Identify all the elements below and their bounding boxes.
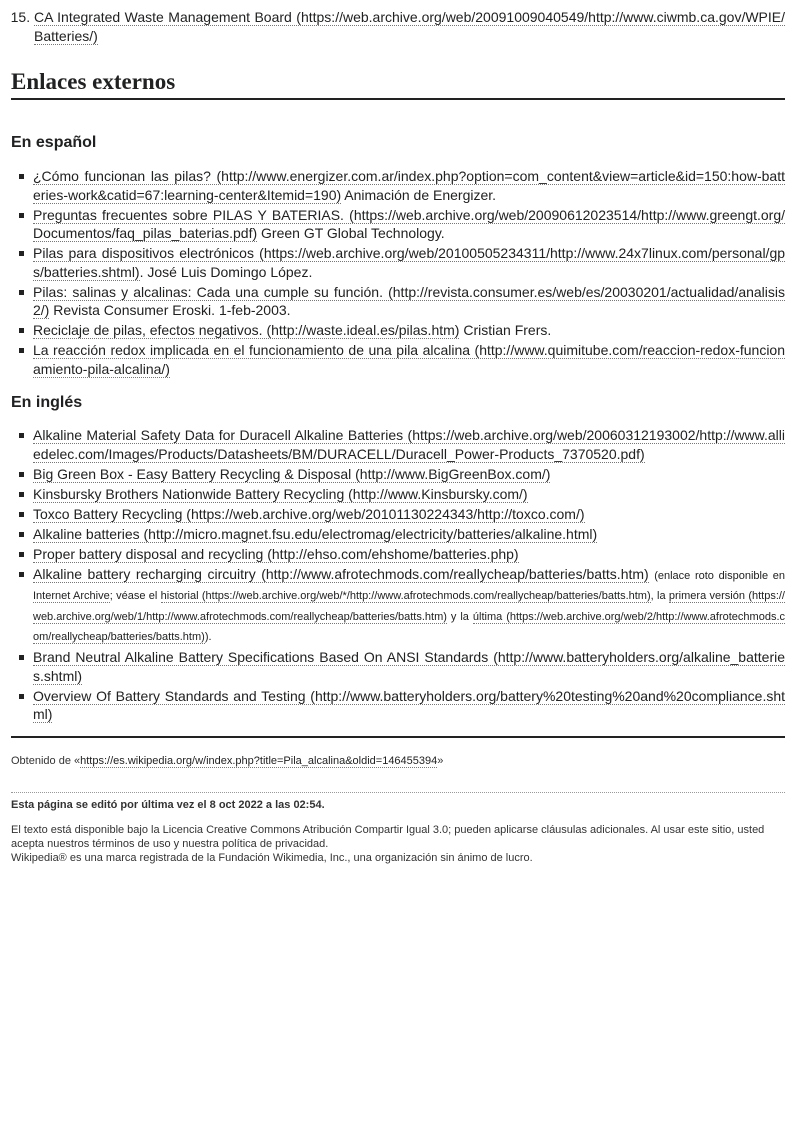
license-text: El texto está disponible bajo la Licencia Creative Commons Atribución Compartir Igual 3.0; pueden aplicarse cláusulas adicionales. Al usar este sitio, usted acepta nuestros términos de uso y nuestra política de privacidad.	[11, 824, 765, 850]
external-link[interactable]: Alkaline batteries (http://micro.magnet.fsu.edu/electromag/electricity/batteries/alkaline.html)	[33, 525, 598, 542]
external-link[interactable]: Reciclaje de pilas, efectos negativos. (http://waste.ideal.es/pilas.htm)	[33, 322, 460, 338]
external-link[interactable]: Toxco Battery Recycling (https://web.archive.org/web/20101130224343/http://toxco.com/)	[33, 505, 585, 522]
subheading-english: En inglés	[11, 394, 83, 411]
external-link[interactable]: Alkaline Material Safety Data for Duracell Alkaline Batteries (https://web.archive.org/web/20060312193002/http://www.alliedelec.com/Images/Products/Datasheets/BM/DURACELL/Duracell_Power-Products_7370520.pdf)	[33, 427, 785, 462]
link-description: Cristian Frers.	[459, 322, 552, 338]
footer-divider	[11, 792, 785, 793]
external-link[interactable]: Pilas para dispositivos electrónicos (https://web.archive.org/web/20100505234311/http://www.24x7linux.com/personal/gps/batteries.shtml)	[33, 245, 786, 280]
external-link[interactable]: Big Green Box - Easy Battery Recycling & Disposal (http://www.BigGreenBox.com/)	[33, 465, 551, 482]
list-item	[33, 465, 785, 484]
reference-link[interactable]: CA Integrated Waste Management Board (https://web.archive.org/web/20091009040549/http://www.ciwmb.ca.gov/WPIE/Batteries/)	[34, 9, 785, 44]
last-edited: Esta página se editó por última vez el 8 oct 2022 a las 02:54.	[11, 799, 325, 811]
reference-item	[34, 8, 785, 45]
subheading-spanish: En español	[11, 134, 97, 151]
trademark-text: Wikipedia® es una marca registrada de la Fundación Wikimedia, Inc., una organización sin ánimo de lucro.	[11, 852, 533, 864]
link-description: Animación de Energizer.	[341, 186, 497, 203]
external-link[interactable]: Proper battery disposal and recycling (http://ehso.com/ehshome/batteries.php)	[33, 545, 519, 562]
external-link[interactable]: Preguntas frecuentes sobre PILAS Y BATERIAS. (https://web.archive.org/web/20090612023514/http://www.greengt.org/Documentos/faq_pilas_baterias.pdf)	[33, 206, 786, 241]
external-link[interactable]: Kinsbursky Brothers Nationwide Battery Recycling (http://www.Kinsbursky.com/)	[33, 485, 528, 502]
references-list	[11, 8, 785, 45]
divider	[11, 736, 785, 738]
external-link[interactable]: ¿Cómo funcionan las pilas? (http://www.energizer.com.ar/index.php?option=com_content&view=article&id=150:how-batteries-work&catid=67:learning-center&Itemid=190)	[33, 168, 785, 203]
list-item	[33, 321, 785, 340]
list-item	[33, 283, 785, 320]
internet-archive-link[interactable]: Internet Archive	[33, 590, 110, 602]
list-item	[33, 426, 785, 463]
spanish-links-list	[11, 167, 785, 380]
list-item	[33, 565, 785, 647]
historial-link[interactable]: historial (https://web.archive.org/web/*/http://www.afrotechmods.com/reallycheap/batteries/batts.htm)	[160, 590, 651, 602]
external-link[interactable]: Alkaline battery recharging circuitry (http://www.afrotechmods.com/reallycheap/batteries/batts.htm)	[33, 565, 649, 582]
broken-link-note: (enlace roto disponible en Internet Archive; véase el historial (https://web.archive.org/web/*/http://www.afrotechmods.com/reallycheap/batteries/batts.htm), la primera versión (https://web.archive.org/web/1/http://www.afrotechmods.com/reallycheap/batteries/batts.htm) y la última (https://web.archive.org/web/2/http://www.afrotechmods.com/reallycheap/batteries/batts.htm)).	[33, 569, 785, 643]
list-item	[33, 525, 785, 544]
list-item	[33, 485, 785, 504]
list-item	[33, 648, 785, 685]
external-link[interactable]: Pilas: salinas y alcalinas: Cada una cumple su función. (http://revista.consumer.es/web/es/20030201/actualidad/analisis2/)	[33, 283, 786, 318]
list-item	[33, 206, 785, 243]
list-item	[33, 341, 785, 378]
retrieved-from: Obtenido de «https://es.wikipedia.org/w/index.php?title=Pila_alcalina&oldid=146455394»	[11, 755, 444, 767]
english-links-list	[11, 426, 785, 725]
list-item	[33, 545, 785, 564]
list-item	[33, 687, 785, 724]
first-version-link[interactable]: primera versión (https://web.archive.org/web/1/http://www.afrotechmods.com/reallycheap/batteries/batts.htm)	[33, 590, 785, 623]
list-item	[33, 505, 785, 524]
link-description: Revista Consumer Eroski. 1-feb-2003.	[49, 302, 291, 318]
list-item	[33, 244, 785, 281]
list-item	[33, 167, 785, 204]
section-heading: Enlaces externos	[11, 73, 785, 100]
last-version-link[interactable]: última (https://web.archive.org/web/2/http://www.afrotechmods.com/reallycheap/batteries/batts.htm)	[33, 610, 785, 643]
link-description: Green GT Global Technology.	[257, 225, 445, 241]
external-link[interactable]: Brand Neutral Alkaline Battery Specifications Based On ANSI Standards (http://www.batteryholders.org/alkaline_batteries.shtml)	[33, 649, 786, 684]
external-link[interactable]: La reacción redox implicada en el funcionamiento de una pila alcalina (http://www.quimitube.com/reaccion-redox-funcionamiento-pila-alcalina/)	[33, 342, 785, 377]
permanent-link[interactable]: https://es.wikipedia.org/w/index.php?title=Pila_alcalina&oldid=146455394	[80, 755, 438, 767]
external-link[interactable]: Overview Of Battery Standards and Testing (http://www.batteryholders.org/battery%20testing%20and%20compliance.shtml)	[33, 687, 786, 722]
link-description: . José Luis Domingo López.	[139, 263, 313, 280]
